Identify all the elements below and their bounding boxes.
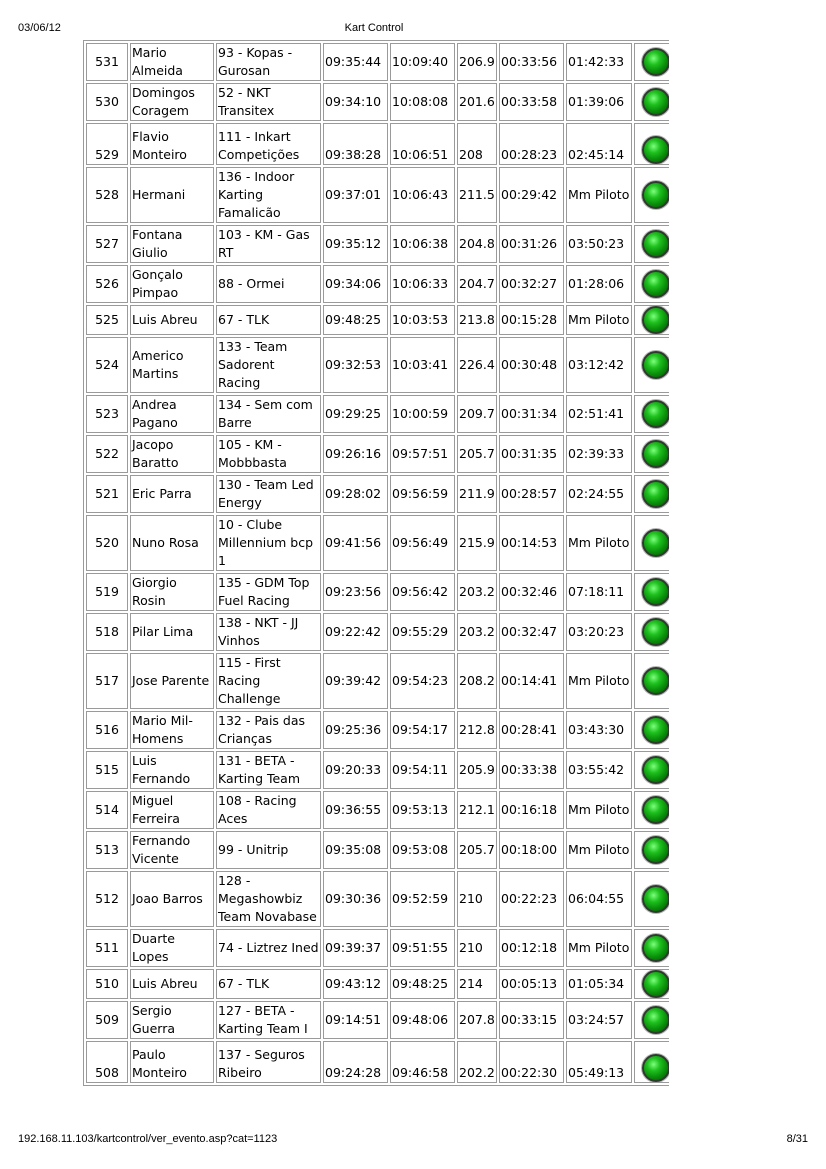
end-time: 09:48:25 <box>390 969 455 999</box>
table-row <box>86 123 669 165</box>
start-time: 09:36:55 <box>323 791 388 829</box>
lap-value: 210 <box>457 871 497 927</box>
team-name: 128 - Megashowbiz Team Novabase <box>216 871 321 927</box>
lap-value: 203.2 <box>457 613 497 651</box>
page-url: 192.168.11.103/kartcontrol/ver_evento.asp?cat=1123 <box>18 1133 278 1145</box>
start-time: 09:34:10 <box>323 83 388 121</box>
green-status-light-icon <box>642 934 669 962</box>
run-number: 518 <box>86 613 128 651</box>
duration: 00:29:42 <box>499 167 564 223</box>
team-name: 135 - GDM Top Fuel Racing <box>216 573 321 611</box>
end-time: 09:48:06 <box>390 1001 455 1039</box>
table-row <box>86 573 669 611</box>
runs-table <box>83 40 669 1086</box>
run-number: 526 <box>86 265 128 303</box>
run-number: 525 <box>86 305 128 335</box>
team-name: 134 - Sem com Barre <box>216 395 321 433</box>
green-status-light-icon <box>642 796 669 824</box>
start-time: 09:24:28 <box>323 1041 388 1083</box>
end-time: 10:03:41 <box>390 337 455 393</box>
driver-name: Jacopo Baratto <box>130 435 214 473</box>
end-time: 10:00:59 <box>390 395 455 433</box>
team-name: 133 - Team Sadorent Racing <box>216 337 321 393</box>
lap-value: 204.8 <box>457 225 497 263</box>
run-number: 529 <box>86 123 128 165</box>
best-lap: 06:04:55 <box>566 871 632 927</box>
duration: 00:28:57 <box>499 475 564 513</box>
duration: 00:22:30 <box>499 1041 564 1083</box>
status-cell <box>634 265 669 303</box>
run-number: 513 <box>86 831 128 869</box>
driver-name: Mario Mil-Homens <box>130 711 214 749</box>
status-cell <box>634 653 669 709</box>
table-row <box>86 653 669 709</box>
green-status-light-icon <box>642 181 669 209</box>
table-row <box>86 265 669 303</box>
best-lap: 03:20:23 <box>566 613 632 651</box>
best-lap: 02:45:14 <box>566 123 632 165</box>
start-time: 09:22:42 <box>323 613 388 651</box>
table-row <box>86 43 669 81</box>
table-row <box>86 225 669 263</box>
team-name: 10 - Clube Millennium bcp 1 <box>216 515 321 571</box>
driver-name: Andrea Pagano <box>130 395 214 433</box>
table-row <box>86 751 669 789</box>
duration: 00:32:47 <box>499 613 564 651</box>
driver-name: Hermani <box>130 167 214 223</box>
end-time: 09:53:13 <box>390 791 455 829</box>
team-name: 137 - Seguros Ribeiro <box>216 1041 321 1083</box>
status-cell <box>634 225 669 263</box>
page-title: Kart Control <box>344 22 404 34</box>
table-row <box>86 435 669 473</box>
end-time: 09:56:42 <box>390 573 455 611</box>
duration: 00:05:13 <box>499 969 564 999</box>
lap-value: 209.7 <box>457 395 497 433</box>
team-name: 99 - Unitrip <box>216 831 321 869</box>
run-number: 520 <box>86 515 128 571</box>
team-name: 131 - BETA - Karting Team <box>216 751 321 789</box>
run-number: 527 <box>86 225 128 263</box>
status-cell <box>634 751 669 789</box>
duration: 00:32:27 <box>499 265 564 303</box>
green-status-light-icon <box>642 885 669 913</box>
start-time: 09:35:12 <box>323 225 388 263</box>
best-lap: 02:24:55 <box>566 475 632 513</box>
lap-value: 226.4 <box>457 337 497 393</box>
team-name: 108 - Racing Aces <box>216 791 321 829</box>
green-status-light-icon <box>642 529 669 557</box>
end-time: 10:06:38 <box>390 225 455 263</box>
duration: 00:14:53 <box>499 515 564 571</box>
end-time: 09:54:11 <box>390 751 455 789</box>
duration: 00:31:34 <box>499 395 564 433</box>
run-number: 512 <box>86 871 128 927</box>
driver-name: Luis Abreu <box>130 969 214 999</box>
table-row <box>86 711 669 749</box>
start-time: 09:34:06 <box>323 265 388 303</box>
end-time: 10:06:43 <box>390 167 455 223</box>
table-row <box>86 475 669 513</box>
green-status-light-icon <box>642 1054 669 1082</box>
green-status-light-icon <box>642 836 669 864</box>
duration: 00:31:35 <box>499 435 564 473</box>
start-time: 09:20:33 <box>323 751 388 789</box>
table-row <box>86 305 669 335</box>
best-lap: 03:43:30 <box>566 711 632 749</box>
print-date: 03/06/12 <box>18 22 61 34</box>
driver-name: Americo Martins <box>130 337 214 393</box>
end-time: 09:57:51 <box>390 435 455 473</box>
driver-name: Gonçalo Pimpao <box>130 265 214 303</box>
status-cell <box>634 435 669 473</box>
driver-name: Fernando Vicente <box>130 831 214 869</box>
end-time: 09:54:17 <box>390 711 455 749</box>
duration: 00:30:48 <box>499 337 564 393</box>
best-lap: 03:50:23 <box>566 225 632 263</box>
start-time: 09:26:16 <box>323 435 388 473</box>
green-status-light-icon <box>642 716 669 744</box>
team-name: 103 - KM - Gas RT <box>216 225 321 263</box>
end-time: 10:08:08 <box>390 83 455 121</box>
status-cell <box>634 395 669 433</box>
green-status-light-icon <box>642 480 669 508</box>
lap-value: 211.9 <box>457 475 497 513</box>
lap-value: 212.8 <box>457 711 497 749</box>
best-lap: 03:24:57 <box>566 1001 632 1039</box>
lap-value: 205.7 <box>457 831 497 869</box>
duration: 00:28:23 <box>499 123 564 165</box>
team-name: 115 - First Racing Challenge <box>216 653 321 709</box>
end-time: 10:09:40 <box>390 43 455 81</box>
status-cell <box>634 305 669 335</box>
lap-value: 208 <box>457 123 497 165</box>
best-lap: 03:12:42 <box>566 337 632 393</box>
end-time: 09:54:23 <box>390 653 455 709</box>
start-time: 09:37:01 <box>323 167 388 223</box>
run-number: 521 <box>86 475 128 513</box>
start-time: 09:43:12 <box>323 969 388 999</box>
status-cell <box>634 83 669 121</box>
end-time: 09:46:58 <box>390 1041 455 1083</box>
team-name: 127 - BETA - Karting Team I <box>216 1001 321 1039</box>
driver-name: Domingos Coragem <box>130 83 214 121</box>
start-time: 09:38:28 <box>323 123 388 165</box>
green-status-light-icon <box>642 230 669 258</box>
green-status-light-icon <box>642 306 669 334</box>
end-time: 09:52:59 <box>390 871 455 927</box>
lap-value: 206.9 <box>457 43 497 81</box>
end-time: 10:06:33 <box>390 265 455 303</box>
run-number: 528 <box>86 167 128 223</box>
best-lap: Mm Piloto <box>566 653 632 709</box>
driver-name: Mario Almeida <box>130 43 214 81</box>
driver-name: Fontana Giulio <box>130 225 214 263</box>
team-name: 130 - Team Led Energy <box>216 475 321 513</box>
status-cell <box>634 167 669 223</box>
table-row <box>86 515 669 571</box>
start-time: 09:14:51 <box>323 1001 388 1039</box>
duration: 00:18:00 <box>499 831 564 869</box>
best-lap: Mm Piloto <box>566 515 632 571</box>
driver-name: Miguel Ferreira <box>130 791 214 829</box>
end-time: 10:03:53 <box>390 305 455 335</box>
team-name: 67 - TLK <box>216 305 321 335</box>
status-cell <box>634 337 669 393</box>
end-time: 10:06:51 <box>390 123 455 165</box>
status-cell <box>634 831 669 869</box>
status-cell <box>634 1001 669 1039</box>
table-row <box>86 929 669 967</box>
driver-name: Joao Barros <box>130 871 214 927</box>
status-cell <box>634 969 669 999</box>
best-lap: 01:28:06 <box>566 265 632 303</box>
results-sheet <box>83 40 669 1127</box>
start-time: 09:48:25 <box>323 305 388 335</box>
duration: 00:33:15 <box>499 1001 564 1039</box>
end-time: 09:51:55 <box>390 929 455 967</box>
best-lap: 03:55:42 <box>566 751 632 789</box>
driver-name: Paulo Monteiro <box>130 1041 214 1083</box>
green-status-light-icon <box>642 400 669 428</box>
run-number: 510 <box>86 969 128 999</box>
team-name: 111 - Inkart Competições <box>216 123 321 165</box>
duration: 00:33:58 <box>499 83 564 121</box>
start-time: 09:39:42 <box>323 653 388 709</box>
best-lap: 01:39:06 <box>566 83 632 121</box>
best-lap: Mm Piloto <box>566 305 632 335</box>
run-number: 515 <box>86 751 128 789</box>
green-status-light-icon <box>642 136 669 164</box>
start-time: 09:30:36 <box>323 871 388 927</box>
status-cell <box>634 475 669 513</box>
runs-table-body <box>86 43 669 1083</box>
end-time: 09:53:08 <box>390 831 455 869</box>
duration: 00:33:38 <box>499 751 564 789</box>
green-status-light-icon <box>642 351 669 379</box>
run-number: 531 <box>86 43 128 81</box>
table-row <box>86 83 669 121</box>
start-time: 09:35:08 <box>323 831 388 869</box>
driver-name: Duarte Lopes <box>130 929 214 967</box>
green-status-light-icon <box>642 667 669 695</box>
table-row <box>86 969 669 999</box>
run-number: 514 <box>86 791 128 829</box>
lap-value: 207.8 <box>457 1001 497 1039</box>
best-lap: 01:42:33 <box>566 43 632 81</box>
end-time: 09:56:49 <box>390 515 455 571</box>
green-status-light-icon <box>642 970 669 998</box>
lap-value: 208.2 <box>457 653 497 709</box>
green-status-light-icon <box>642 1006 669 1034</box>
start-time: 09:41:56 <box>323 515 388 571</box>
run-number: 522 <box>86 435 128 473</box>
lap-value: 213.8 <box>457 305 497 335</box>
table-row <box>86 395 669 433</box>
lap-value: 215.9 <box>457 515 497 571</box>
best-lap: Mm Piloto <box>566 929 632 967</box>
start-time: 09:29:25 <box>323 395 388 433</box>
lap-value: 205.7 <box>457 435 497 473</box>
end-time: 09:55:29 <box>390 613 455 651</box>
green-status-light-icon <box>642 270 669 298</box>
status-cell <box>634 791 669 829</box>
run-number: 517 <box>86 653 128 709</box>
team-name: 136 - Indoor Karting Famalicão <box>216 167 321 223</box>
driver-name: Jose Parente <box>130 653 214 709</box>
best-lap: Mm Piloto <box>566 167 632 223</box>
run-number: 524 <box>86 337 128 393</box>
best-lap: Mm Piloto <box>566 831 632 869</box>
run-number: 516 <box>86 711 128 749</box>
driver-name: Giorgio Rosin <box>130 573 214 611</box>
team-name: 132 - Pais das Crianças <box>216 711 321 749</box>
best-lap: 01:05:34 <box>566 969 632 999</box>
lap-value: 201.6 <box>457 83 497 121</box>
driver-name: Sergio Guerra <box>130 1001 214 1039</box>
status-cell <box>634 929 669 967</box>
status-cell <box>634 871 669 927</box>
table-row <box>86 791 669 829</box>
lap-value: 202.2 <box>457 1041 497 1083</box>
lap-value: 210 <box>457 929 497 967</box>
table-row <box>86 871 669 927</box>
team-name: 93 - Kopas - Gurosan <box>216 43 321 81</box>
start-time: 09:32:53 <box>323 337 388 393</box>
table-row <box>86 167 669 223</box>
status-cell <box>634 573 669 611</box>
team-name: 74 - Liztrez Ined <box>216 929 321 967</box>
team-name: 88 - Ormei <box>216 265 321 303</box>
green-status-light-icon <box>642 756 669 784</box>
table-row <box>86 1041 669 1083</box>
status-cell <box>634 711 669 749</box>
table-row <box>86 337 669 393</box>
duration: 00:15:28 <box>499 305 564 335</box>
green-status-light-icon <box>642 48 669 76</box>
status-cell <box>634 123 669 165</box>
lap-value: 214 <box>457 969 497 999</box>
duration: 00:33:56 <box>499 43 564 81</box>
lap-value: 212.1 <box>457 791 497 829</box>
duration: 00:28:41 <box>499 711 564 749</box>
green-status-light-icon <box>642 578 669 606</box>
run-number: 523 <box>86 395 128 433</box>
duration: 00:31:26 <box>499 225 564 263</box>
run-number: 508 <box>86 1041 128 1083</box>
page-number: 8/31 <box>786 1133 808 1145</box>
driver-name: Eric Parra <box>130 475 214 513</box>
best-lap: 05:49:13 <box>566 1041 632 1083</box>
start-time: 09:39:37 <box>323 929 388 967</box>
lap-value: 211.5 <box>457 167 497 223</box>
lap-value: 203.2 <box>457 573 497 611</box>
status-cell <box>634 43 669 81</box>
green-status-light-icon <box>642 440 669 468</box>
run-number: 511 <box>86 929 128 967</box>
start-time: 09:35:44 <box>323 43 388 81</box>
start-time: 09:23:56 <box>323 573 388 611</box>
end-time: 09:56:59 <box>390 475 455 513</box>
team-name: 105 - KM - Mobbbasta <box>216 435 321 473</box>
run-number: 509 <box>86 1001 128 1039</box>
duration: 00:12:18 <box>499 929 564 967</box>
team-name: 67 - TLK <box>216 969 321 999</box>
team-name: 52 - NKT Transitex <box>216 83 321 121</box>
start-time: 09:28:02 <box>323 475 388 513</box>
run-number: 519 <box>86 573 128 611</box>
duration: 00:22:23 <box>499 871 564 927</box>
status-cell <box>634 613 669 651</box>
lap-value: 205.9 <box>457 751 497 789</box>
driver-name: Nuno Rosa <box>130 515 214 571</box>
driver-name: Pilar Lima <box>130 613 214 651</box>
run-number: 530 <box>86 83 128 121</box>
start-time: 09:25:36 <box>323 711 388 749</box>
best-lap: 07:18:11 <box>566 573 632 611</box>
duration: 00:14:41 <box>499 653 564 709</box>
driver-name: Luis Abreu <box>130 305 214 335</box>
team-name: 138 - NKT - JJ Vinhos <box>216 613 321 651</box>
table-row <box>86 613 669 651</box>
status-cell <box>634 515 669 571</box>
status-cell <box>634 1041 669 1083</box>
best-lap: 02:39:33 <box>566 435 632 473</box>
driver-name: Flavio Monteiro <box>130 123 214 165</box>
table-row <box>86 831 669 869</box>
lap-value: 204.7 <box>457 265 497 303</box>
green-status-light-icon <box>642 618 669 646</box>
best-lap: 02:51:41 <box>566 395 632 433</box>
table-row <box>86 1001 669 1039</box>
best-lap: Mm Piloto <box>566 791 632 829</box>
driver-name: Luis Fernando <box>130 751 214 789</box>
duration: 00:16:18 <box>499 791 564 829</box>
duration: 00:32:46 <box>499 573 564 611</box>
green-status-light-icon <box>642 88 669 116</box>
